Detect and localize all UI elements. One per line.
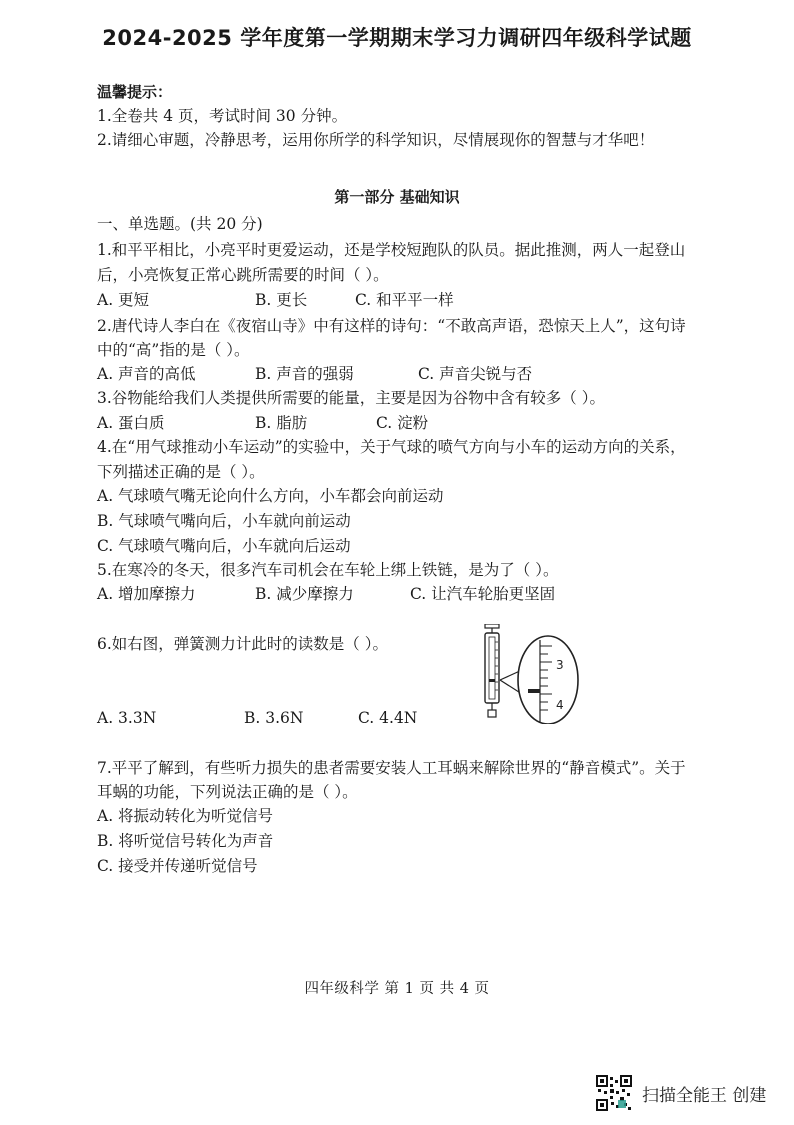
scale-label-4: 4 [556, 698, 564, 712]
spring-scale-diagram [476, 624, 588, 724]
question-2-stem-line-2: 中的“高”指的是（ ）。 [97, 341, 250, 359]
question-2-stem-line-1: 2.唐代诗人李白在《夜宿山寺》中有这样的诗句：“不敢高声语，恐惊天上人”，这句诗 [97, 317, 686, 335]
scanner-watermark [596, 1075, 766, 1111]
question-6-option-a: A. 3.3N [97, 709, 157, 727]
question-2-option-c: C. 声音尖锐与否 [418, 365, 533, 383]
question-4-stem-line-1: 4.在“用气球推动小车运动”的实验中，关于气球的喷气方向与小车的运动方向的关系， [97, 438, 686, 456]
page-footer: 四年级科学 第 1 页 共 4 页 [304, 981, 490, 997]
question-3-option-b: B. 脂肪 [255, 414, 308, 432]
question-3-option-c: C. 淀粉 [376, 414, 429, 432]
question-5-stem: 5.在寒冷的冬天，很多汽车司机会在车轮上绑上铁链，是为了（ ）。 [97, 561, 559, 579]
question-1-stem-line-1: 1.和平平相比，小亮平时更爱运动，还是学校短跑队的队员。据此推测，两人一起登山 [97, 241, 686, 259]
question-1-option-b: B. 更长 [255, 291, 308, 309]
question-2-option-a: A. 声音的高低 [97, 365, 196, 383]
question-1-option-c: C. 和平平一样 [355, 291, 454, 309]
exam-title: 2024-2025 学年度第一学期期末学习力调研四年级科学试题 [102, 26, 692, 50]
question-7-option-a: A. 将振动转化为听觉信号 [97, 807, 274, 825]
scanner-label: 扫描全能王 创建 [642, 1085, 767, 1106]
question-4-option-a: A. 气球喷气嘴无论向什么方向，小车都会向前运动 [97, 487, 444, 505]
question-3-stem: 3.谷物能给我们人类提供所需要的能量，主要是因为谷物中含有较多（ ）。 [97, 389, 605, 407]
question-5-option-c: C. 让汽车轮胎更坚固 [410, 585, 556, 603]
part-title: 第一部分 基础知识 [334, 188, 460, 206]
question-4-option-c: C. 气球喷气嘴向后，小车就向后运动 [97, 537, 351, 555]
question-6-stem: 6.如右图，弹簧测力计此时的读数是（ ）。 [97, 635, 388, 653]
question-4-option-b: B. 气球喷气嘴向后，小车就向前运动 [97, 512, 351, 530]
question-6-option-b: B. 3.6N [244, 709, 304, 727]
notice-item-1: 1.全卷共 4 页，考试时间 30 分钟。 [97, 107, 348, 125]
question-7-stem-line-1: 7.平平了解到，有些听力损失的患者需要安装人工耳蜗来解除世界的“静音模式”。关于 [97, 759, 686, 777]
question-5-option-b: B. 减少摩擦力 [255, 585, 354, 603]
question-4-stem-line-2: 下列描述正确的是（ ）。 [97, 463, 265, 481]
question-7-stem-line-2: 耳蜗的功能，下列说法正确的是（ ）。 [97, 783, 358, 801]
scale-label-3: 3 [556, 658, 564, 672]
question-1-stem-line-2: 后，小亮恢复正常心跳所需要的时间（ ）。 [97, 266, 389, 284]
notice-heading: 温馨提示： [97, 83, 173, 101]
question-7-option-b: B. 将听觉信号转化为声音 [97, 832, 274, 850]
question-6-option-c: C. 4.4N [358, 709, 418, 727]
question-2-option-b: B. 声音的强弱 [255, 365, 354, 383]
question-3-option-a: A. 蛋白质 [97, 414, 165, 432]
question-7-option-c: C. 接受并传递听觉信号 [97, 857, 258, 875]
question-1-option-a: A. 更短 [97, 291, 150, 309]
question-5-option-a: A. 增加摩擦力 [97, 585, 196, 603]
spring-scale-figure [476, 624, 588, 724]
qr-code-icon [596, 1075, 632, 1111]
section-heading: 一、单选题。(共 20 分) [97, 215, 263, 233]
notice-item-2: 2.请细心审题，冷静思考，运用你所学的科学知识，尽情展现你的智慧与才华吧！ [97, 131, 655, 149]
